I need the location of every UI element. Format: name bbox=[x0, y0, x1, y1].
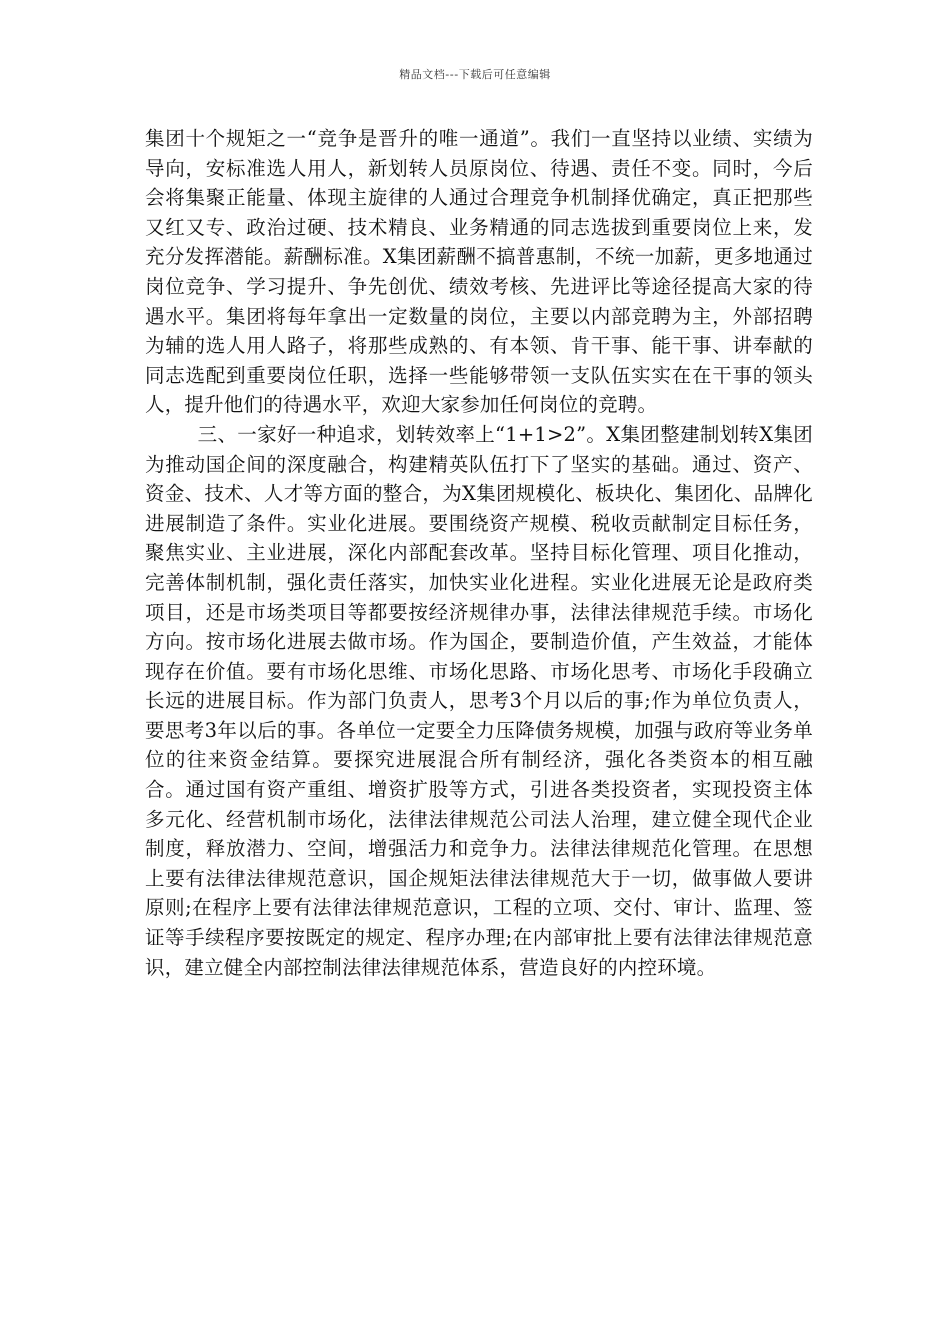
paragraph-1: 集团十个规矩之一“竞争是晋升的唯一通道”。我们一直坚持以业绩、实绩为导向，安标准选人用人，新划转人员原岗位、待遇、责任不变。同时，今后会将集聚正能量、体现主旋律的人通过合理竞争机制择优确定，真正把那些又红又专、政治过硬、技术精良、业务精通的同志选拔到重要岗位上来，发充分发挥潜能。薪酬标准。X集团薪酬不搞普惠制，不统一加薪，更多地通过岗位竞争、学习提升、争先创优、绩效考核、先进评比等途径提高大家的待遇水平。集团将每年拿出一定数量的岗位，主要以内部竞聘为主，外部招聘为辅的选人用人路子，将那些成熟的、有本领、肯干事、能干事、讲奉献的同志选配到重要岗位任职，选择一些能够带领一支队伍实实在在干事的领头人，提升他们的待遇水平，欢迎大家参加任何岗位的竞聘。 bbox=[145, 127, 813, 417]
paragraph-2: 三、一家好一种追求，划转效率上“1+1>2”。X集团整建制划转X集团为推动国企间的深度融合，构建精英队伍打下了坚实的基础。通过、资产、资金、技术、人才等方面的整合，为X集团规模化、板块化、集团化、品牌化进展制造了条件。实业化进展。要围绕资产规模、税收贡献制定目标任务，聚焦实业、主业进展，深化内部配套改革。坚持目标化管理、项目化推动，完善体制机制，强化责任落实，加快实业化进程。实业化进展无论是政府类项目，还是市场类项目等都要按经济规律办事，法律法律规范手续。市场化方向。按市场化进展去做市场。作为国企，要制造价值，产生效益，才能体现存在价值。要有市场化思维、市场化思路、市场化思考、市场化手段确立长远的进展目标。作为部门负责人，思考3个月以后的事;作为单位负责人，要思考3年以后的事。各单位一定要全力压降债务规模，加强与政府等业务单位的往来资金结算。要探究进展混合所有制经济，强化各类资本的相互融合。通过国有资产重组、增资扩股等方式，引进各类投资者，实现投资主体多元化、经营机制市场化，法律法律规范公司法人治理，建立健全现代企业制度，释放潜力、空间，增强活力和竞争力。法律法律规范化管理。在思想上要有法律法律规范意识，国企规矩法律法律规范大于一切，做事做人要讲原则;在程序上要有法律法律规范意识，工程的立项、交付、审计、监理、签证等手续程序要按既定的规定、程序办理;在内部审批上要有法律法律规范意识，建立健全内部控制法律法律规范体系，营造良好的内控环境。 bbox=[145, 422, 813, 979]
document-body bbox=[145, 124, 813, 982]
page-header: 精品文档---下载后可任意编辑 bbox=[399, 68, 551, 81]
